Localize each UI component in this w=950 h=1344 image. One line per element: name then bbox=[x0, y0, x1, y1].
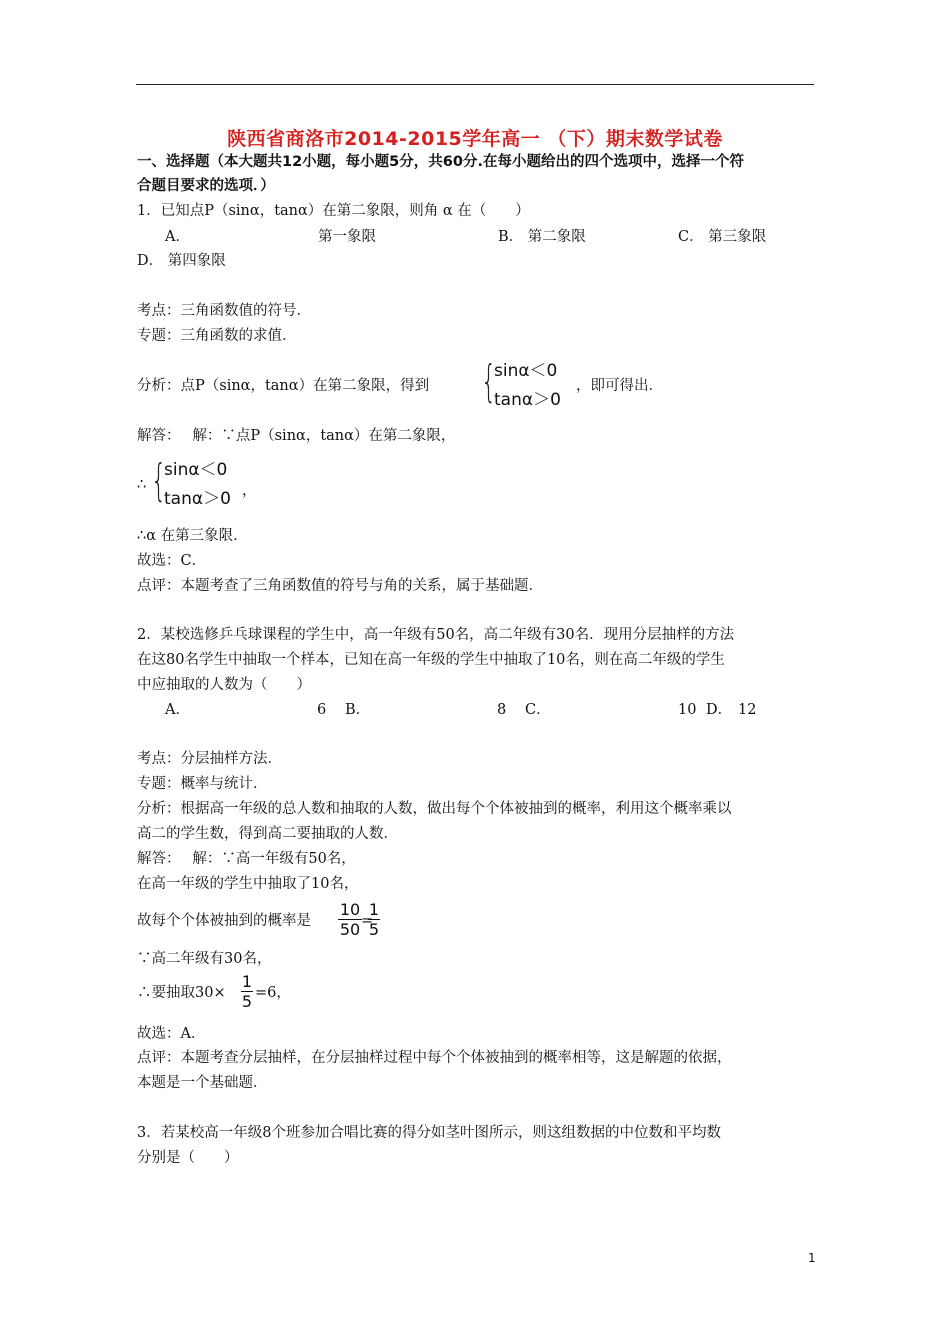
q1-kaodian: 考点：三角函数值的符号． bbox=[137, 303, 311, 319]
q1-solution-comma: ， bbox=[242, 483, 257, 499]
q2-kaodian: 考点：分层抽样方法． bbox=[137, 751, 282, 767]
q2-take-post: =6， bbox=[255, 985, 291, 1001]
q1-solution-system-top: sinα＜0 bbox=[164, 460, 228, 480]
q2-fraction-10-50-denominator: 50 bbox=[339, 920, 361, 939]
q2-stem-line3: 中应抽取的人数为（ ） bbox=[137, 677, 311, 693]
q2-option-b-label: B． bbox=[345, 702, 371, 718]
q2-fenxi-line2: 高二的学生数，得到高二要抽取的人数． bbox=[137, 826, 398, 842]
q2-stem-line1: 2．某校选修乒乓球课程的学生中，高一年级有50名，高二年级有30名．现用分层抽样的方法 bbox=[137, 627, 735, 643]
q2-option-b-value: 8 bbox=[497, 702, 507, 718]
q1-jieda: 解答： 解：∵点P（sinα，tanα）在第二象限， bbox=[137, 428, 456, 444]
q3-stem-line2: 分别是（ ） bbox=[137, 1150, 239, 1166]
q2-fraction-take bbox=[241, 973, 253, 1010]
q1-fenxi-brace: { bbox=[481, 356, 497, 407]
q3-stem-line1: 3．若某校高一年级8个班参加合唱比赛的得分如茎叶图所示，则这组数据的中位数和平均数 bbox=[137, 1125, 721, 1141]
q1-stem: 1．已知点P（sinα，tanα）在第二象限，则角 α 在（ ） bbox=[137, 203, 530, 219]
q1-comment: 点评：本题考查了三角函数值的符号与角的关系，属于基础题． bbox=[137, 578, 543, 594]
q2-option-c-label: C． bbox=[525, 702, 551, 718]
q2-zhuanti: 专题：概率与统计． bbox=[137, 776, 268, 792]
q2-fraction-1-5-denominator: 5 bbox=[368, 920, 380, 939]
q1-answer: 故选：C． bbox=[137, 553, 207, 569]
q1-solution-brace: { bbox=[151, 455, 167, 506]
q2-option-d-label: D． bbox=[706, 702, 733, 718]
q2-jieda-line1: 解答： 解：∵高一年级有50名， bbox=[137, 851, 356, 867]
q1-option-a-label: A． bbox=[165, 229, 190, 245]
q1-option-b: B． 第二象限 bbox=[498, 229, 586, 245]
q1-fenxi-pre: 分析：点P（sinα，tanα）在第二象限，得到 bbox=[137, 378, 430, 394]
q1-fenxi-post: ，即可得出． bbox=[576, 378, 663, 394]
q1-option-d: D． 第四象限 bbox=[137, 253, 226, 269]
q2-grade2-count: ∵高二年级有30名， bbox=[137, 951, 272, 967]
q2-answer: 故选：A． bbox=[137, 1026, 206, 1042]
q2-jieda-line2: 在高一年级的学生中抽取了10名， bbox=[137, 876, 359, 892]
q1-conclusion: ∴α 在第三象限． bbox=[137, 528, 248, 544]
q1-option-c: C． 第三象限 bbox=[678, 229, 767, 245]
q2-option-c-value: 10 bbox=[678, 702, 697, 718]
q2-option-a-value: 6 bbox=[317, 702, 327, 718]
q2-comment-line2: 本题是一个基础题． bbox=[137, 1075, 268, 1091]
q2-fraction-10-50-numerator: 10 bbox=[339, 900, 361, 919]
page-number: 1 bbox=[808, 1251, 816, 1265]
q2-option-d-value: 12 bbox=[738, 702, 757, 718]
q1-zhuanti: 专题：三角函数的求值． bbox=[137, 328, 297, 344]
q2-equals-sign: = bbox=[361, 913, 374, 929]
q2-take-pre: ∴要抽取30× bbox=[137, 985, 226, 1001]
section-heading-line1: 一、选择题（本大题共12小题，每小题5分，共60分.在每小题给出的四个选项中，选择一个符 bbox=[137, 154, 744, 170]
q1-option-a-text: 第一象限 bbox=[318, 229, 376, 245]
q2-fraction-10-50 bbox=[338, 901, 362, 938]
q1-fenxi-system-top: sinα＜0 bbox=[494, 361, 558, 381]
q2-fraction-take-numerator: 1 bbox=[241, 972, 253, 991]
q2-fenxi-line1: 分析：根据高一年级的总人数和抽取的人数，做出每个个体被抽到的概率，利用这个概率乘以 bbox=[137, 801, 732, 817]
q2-stem-line2: 在这80名学生中抽取一个样本，已知在高一年级的学生中抽取了10名，则在高二年级的学生 bbox=[137, 652, 725, 668]
header-rule bbox=[136, 84, 814, 85]
q2-probability-text: 故每个个体被抽到的概率是 bbox=[137, 913, 311, 929]
section-heading-line2: 合题目要求的选项．） bbox=[137, 178, 275, 194]
q1-fenxi-system-bottom: tanα＞0 bbox=[494, 390, 561, 410]
page-title: 陕西省商洛市2014-2015学年高一 （下）期末数学试卷 bbox=[227, 128, 723, 150]
q2-fraction-1-5 bbox=[368, 901, 380, 938]
q1-solution-system-bottom: tanα＞0 bbox=[164, 489, 231, 509]
q2-fraction-1-5-numerator: 1 bbox=[368, 900, 380, 919]
q2-option-a-label: A． bbox=[165, 702, 190, 718]
q2-fraction-take-denominator: 5 bbox=[241, 992, 253, 1011]
q1-therefore-mark: ∴ bbox=[137, 477, 147, 493]
q2-comment-line1: 点评：本题考查分层抽样，在分层抽样过程中每个个体被抽到的概率相等，这是解题的依据， bbox=[137, 1050, 732, 1066]
